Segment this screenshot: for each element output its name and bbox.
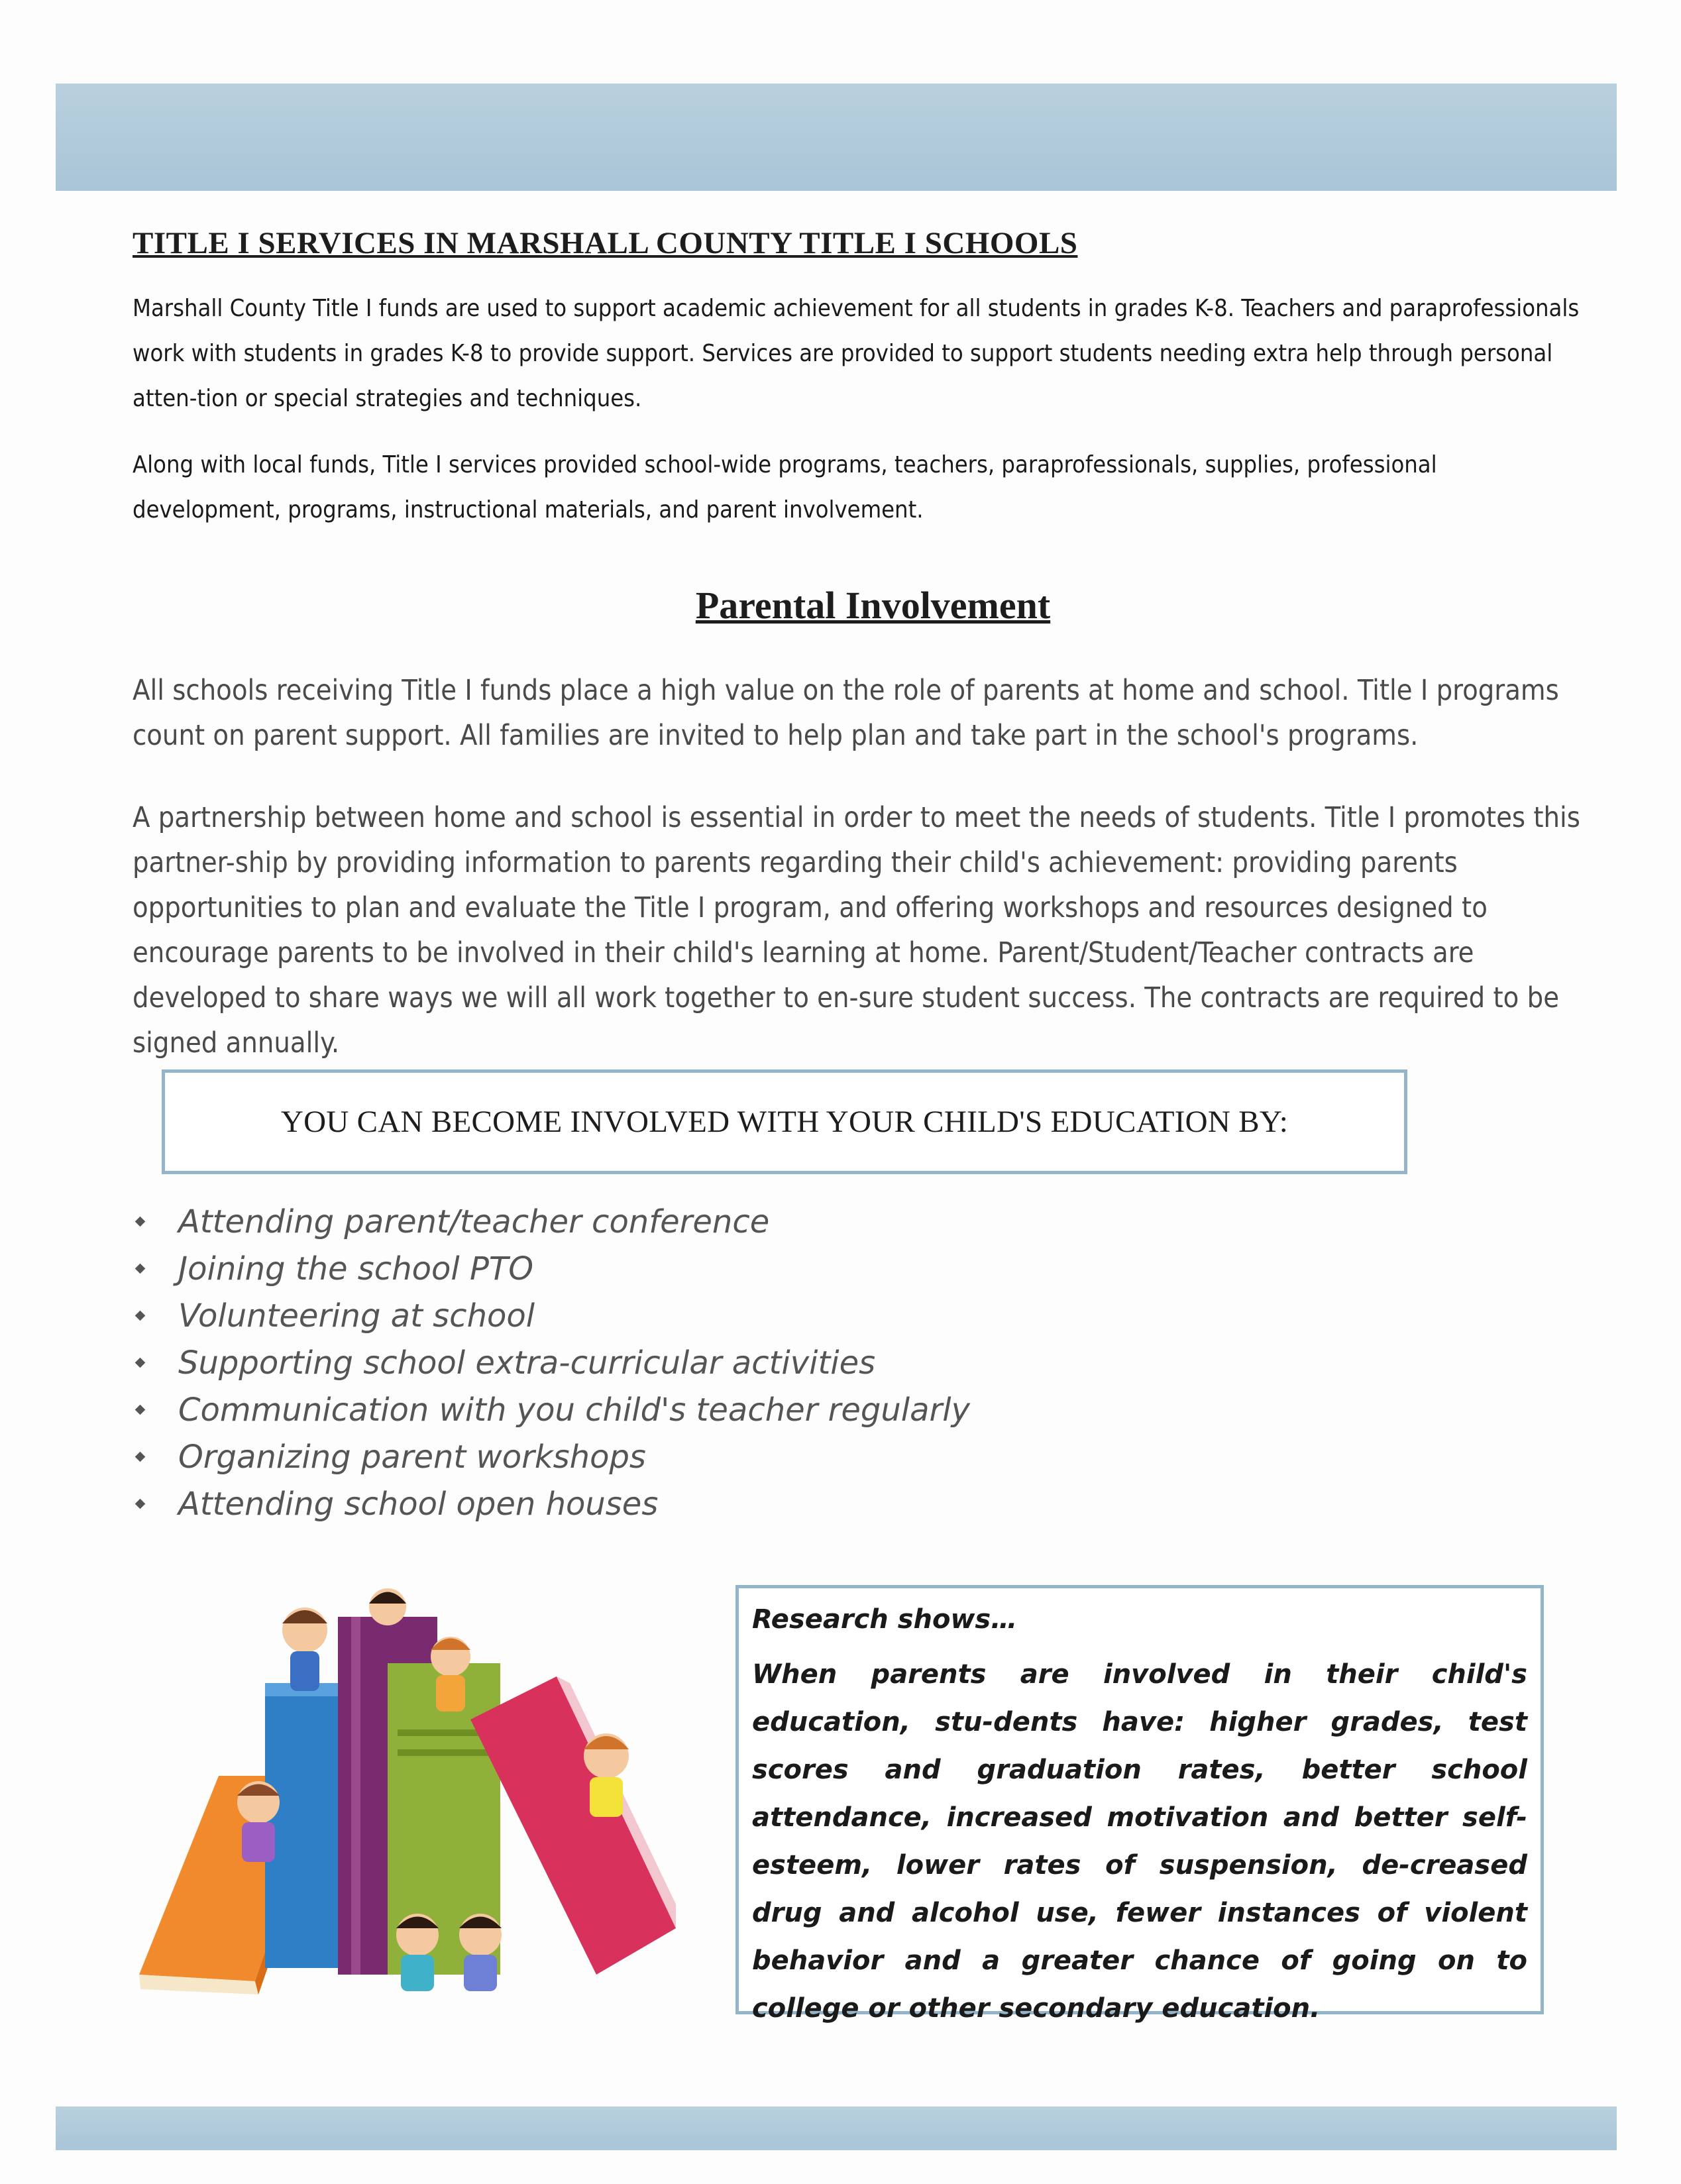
research-title: Research shows… xyxy=(752,1604,1018,1635)
involvement-callout-box xyxy=(162,1069,1407,1174)
diamond-bullet-icon xyxy=(135,1217,146,1227)
list-item: Organizing parent workshops xyxy=(133,1433,970,1480)
section-title: TITLE I SERVICES IN MARSHALL COUNTY TITLE I SCHOOLS xyxy=(133,226,1078,260)
involvement-callout-title: YOU CAN BECOME INVOLVED WITH YOUR CHILD'S EDUCATION BY: xyxy=(280,1105,1289,1139)
list-item: Attending school open houses xyxy=(133,1480,970,1527)
diamond-bullet-icon xyxy=(135,1358,146,1368)
diamond-bullet-icon xyxy=(135,1311,146,1321)
list-item: Attending parent/teacher conference xyxy=(133,1198,970,1245)
services-paragraph-2: Along with local funds, Title I services provided school-wide programs, teachers, paraprofessionals, supplies, professional development, programs, instructional materials, and parent involvement. xyxy=(133,451,1437,523)
red-book-icon xyxy=(470,1676,676,1975)
involvement-list xyxy=(133,1198,970,1527)
parental-involvement-heading: Parental Involvement xyxy=(695,584,1051,627)
diamond-bullet-icon xyxy=(135,1264,146,1274)
list-item: Communication with you child's teacher regularly xyxy=(133,1386,970,1433)
list-item: Volunteering at school xyxy=(133,1292,970,1339)
list-item: Supporting school extra-curricular activities xyxy=(133,1339,970,1386)
diamond-bullet-icon xyxy=(135,1499,146,1509)
children-books-illustration xyxy=(133,1577,676,2014)
involvement-paragraph-1: All schools receiving Title I funds place a high value on the role of parents at home and school. Title I programs count on parent support. All families are invited to help plan and take part in the school's programs. xyxy=(133,674,1559,752)
header-band xyxy=(56,83,1617,191)
diamond-bullet-icon xyxy=(135,1405,146,1415)
footer-band xyxy=(56,2106,1617,2150)
child-figure-icon xyxy=(369,1588,406,1625)
services-paragraph-1: Marshall County Title I funds are used to support academic achievement for all students in grades K-8. Teachers and paraprofessionals work with students in grades K-8 to provide support. Services are provided to support students needing extra help through personal atten-tion or special strategies and techniques. xyxy=(133,295,1580,412)
research-body: When parents are involved in their child's education, stu-dents have: higher grades, test scores and graduation rates, better school attendance, increased motivation and better self-esteem, lower rates of suspension, de-creased drug and alcohol use, fewer instances of violent behavior and a greater chance of going on to college or other secondary education. xyxy=(752,1659,1527,2024)
list-item: Joining the school PTO xyxy=(133,1245,970,1292)
research-callout-box xyxy=(735,1585,1544,2024)
child-figure-icon xyxy=(282,1608,327,1691)
involvement-paragraph-2: A partnership between home and school is essential in order to meet the needs of students. Title I promotes this partner-ship by providing information to parents regarding their child's achievement: providing parents opportunities to plan and evaluate the Title I program, and offering workshops and resources designed to encourage parents to be involved in their child's learning at home. Parent/Student/Teacher contracts are developed to share ways we will all work together to en-sure student success. The contracts are required to be signed annually. xyxy=(133,801,1580,1060)
diamond-bullet-icon xyxy=(135,1452,146,1462)
